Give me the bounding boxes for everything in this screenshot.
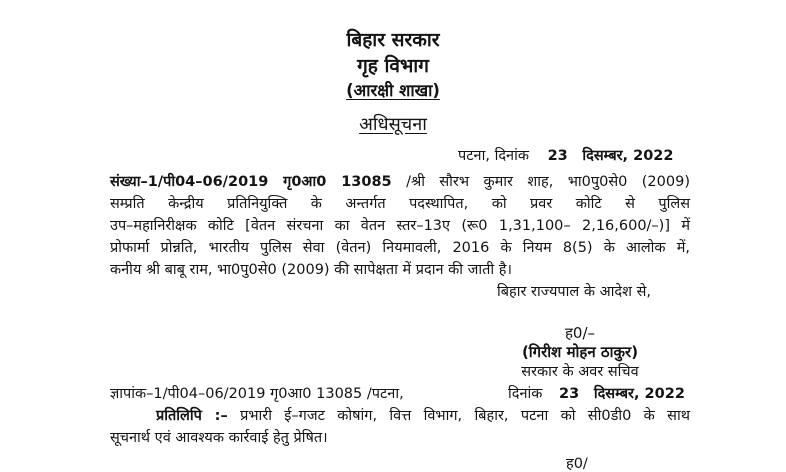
memo-date-label: दिनांक bbox=[508, 386, 543, 402]
branch-heading: (आरक्षी शाखा) bbox=[346, 81, 440, 100]
memo-date bbox=[508, 387, 685, 402]
copy-label: प्रतिलिपि :– bbox=[156, 408, 228, 424]
notification-title: अधिसूचना bbox=[359, 114, 427, 135]
memo-date-month-year: दिसम्बर, 2022 bbox=[593, 386, 685, 402]
department-heading: गृह विभाग bbox=[357, 55, 429, 77]
place-label: पटना, दिनांक bbox=[458, 148, 529, 164]
government-heading: बिहार सरकार bbox=[346, 29, 440, 51]
order-line-2: सम्प्रति केन्द्रीय प्रतिनियुक्ति के अन्तर्गत पदस्थापित, को प्रवर कोटि से पुलिस bbox=[110, 196, 690, 212]
memo-date-day: 23 bbox=[559, 386, 580, 402]
order-line-5: कनीय श्री बाबू राम, भा0पु0से0 (2009) की सापेक्षता में प्रदान की जाती है। bbox=[110, 262, 512, 278]
order-line-4: प्रोफार्मा प्रोन्नति, भारतीय पुलिस सेवा (वेतन) नियमावली, 2016 के नियम 8(5) के आलोक में, bbox=[110, 240, 690, 256]
partial-signature-mark: ह0/ bbox=[566, 456, 588, 472]
order-line-1-text: /श्री सौरभ कुमार शाह, भा0पु0से0 (2009) bbox=[406, 174, 690, 190]
memo-reference: ज्ञापांक–1/पी04–06/2019 गृ0आ0 13085 /पटना, bbox=[110, 386, 404, 402]
signatory-designation: सरकार के अवर सचिव bbox=[521, 364, 639, 380]
order-line-3: उप–महानिरीक्षक कोटि [वेतन संरचना का वेतन स्तर–13ए (रू0 1,31,100– 2,16,600/–)] में bbox=[110, 218, 690, 234]
copy-line-1 bbox=[156, 409, 690, 424]
copy-line-1-text: प्रभारी ई–गजट कोषांग, वित्त विभाग, बिहार, पटना को सी0डी0 के साथ bbox=[240, 408, 690, 424]
copy-line-2: सूचनार्थ एवं आवश्यक कार्रवाई हेतु प्रेषित। bbox=[110, 430, 328, 446]
date-day: 23 bbox=[547, 148, 568, 164]
order-line-1 bbox=[110, 175, 690, 190]
governor-order-line: बिहार राज्यपाल के आदेश से, bbox=[497, 284, 651, 300]
date-month-year: दिसम्बर, 2022 bbox=[582, 148, 674, 164]
place-date-line bbox=[458, 149, 673, 164]
order-reference: संख्या–1/पी04–06/2019 गृ0आ0 13085 bbox=[110, 174, 392, 190]
signature-mark: ह0/– bbox=[564, 324, 596, 342]
signatory-name: (गिरीश मोहन ठाकुर) bbox=[521, 343, 639, 361]
